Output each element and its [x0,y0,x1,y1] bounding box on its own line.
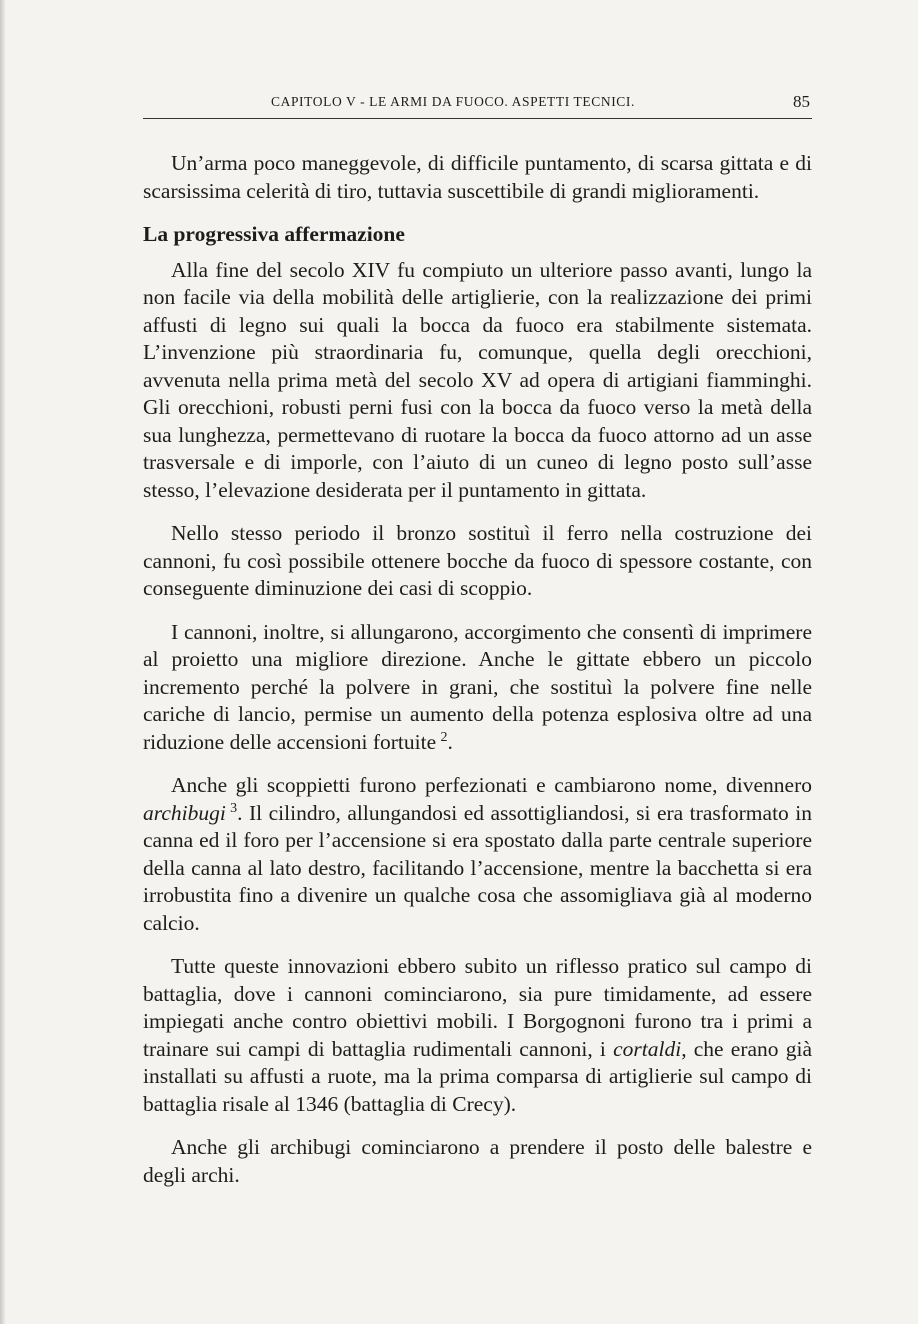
paragraph-1: Un’arma poco maneggevole, di difficile puntamento, di scarsa gittata e di scarsissima celerità di tiro, tuttavia suscettibile di grandi miglioramenti. [143,151,812,203]
paragraph-5-text-b: . Il cilindro, allungandosi ed assottigliandosi, si era trasformato in canna ed il foro per l’accensione si era spostato dalla parte centrale superiore della canna al lato destro, facilitando l’accensione, mentre la bacchetta si era irrobustita fino a divenire un qualche cosa che assomigliava già al moderno calcio. [143,800,812,935]
paragraph-6 [143,953,812,1118]
paragraph-4 [143,619,812,757]
running-title: CAPITOLO V - LE ARMI DA FUOCO. ASPETTI TECNICI. [271,94,635,109]
footnote-ref-3: 3 [230,800,238,816]
paragraph-6-text-b: , che erano già installati su affusti a ruote, ma la prima comparsa di artiglierie sul campo di battaglia risale al 1346 (battaglia di Crecy). [143,1036,812,1116]
running-header [143,92,812,119]
term-archibugi: archibugi [143,800,226,825]
paragraph-2: Alla fine del secolo XIV fu compiuto un ulteriore passo avanti, lungo la non facile via della mobilità delle artiglierie, con la realizzazione dei primi affusti di legno sui quali la bocca da fuoco era stabilmente sistemata. L’invenzione più straordinaria fu, comunque, quella degli orecchioni, avvenuta nella prima metà del secolo XV ad opera di artigiani fiamminghi. Gli orecchioni, robusti perni fusi con la bocca da fuoco verso la metà della sua lunghezza, permettevano di ruotare la bocca da fuoco attorno ad un asse trasversale e di imporle, con l’aiuto di un cuneo di legno posto sull’asse stesso, l’elevazione desiderata per il puntamento in gittata. [143,257,812,502]
footnote-ref-2: 2 [440,729,448,745]
paragraph-5 [143,772,812,937]
section-heading: La progressiva affermazione [143,222,405,246]
page-edge [0,0,6,1324]
paragraph-3: Nello stesso periodo il bronzo sostituì il ferro nella costruzione dei cannoni, fu così possibile ottenere bocche da fuoco di spessore costante, con conseguente diminuzione dei casi di scoppio. [143,521,812,600]
page-number: 85 [793,92,810,111]
paragraph-6-text-a: Tutte queste innovazioni ebbero subito un riflesso pratico sul campo di battaglia, dove i cannoni cominciarono, sia pure timidamente, ad essere impiegati anche contro obiettivi mobili. I Borgognoni furono tra i primi a trainare sui campi di battaglia rudimentali cannoni, i [143,954,812,1061]
paragraph-5-text-a: Anche gli scoppietti furono perfezionati e cambiarono nome, divennero [171,773,812,797]
paragraph-7: Anche gli archibugi cominciarono a prendere il posto delle balestre e degli archi. [143,1135,812,1187]
paragraph-4-end: . [447,729,453,754]
body-text [143,150,812,1205]
paragraph-4-text: I cannoni, inoltre, si allungarono, accorgimento che consentì di imprimere al proietto una migliore direzione. Anche le gittate ebbero un piccolo incremento perché la polvere in grani, che sostituì la polvere fine nelle cariche di lancio, permise un aumento della potenza esplosiva oltre ad una riduzione delle accensioni fortuite [143,619,812,754]
term-cortaldi: cortaldi [613,1036,682,1061]
